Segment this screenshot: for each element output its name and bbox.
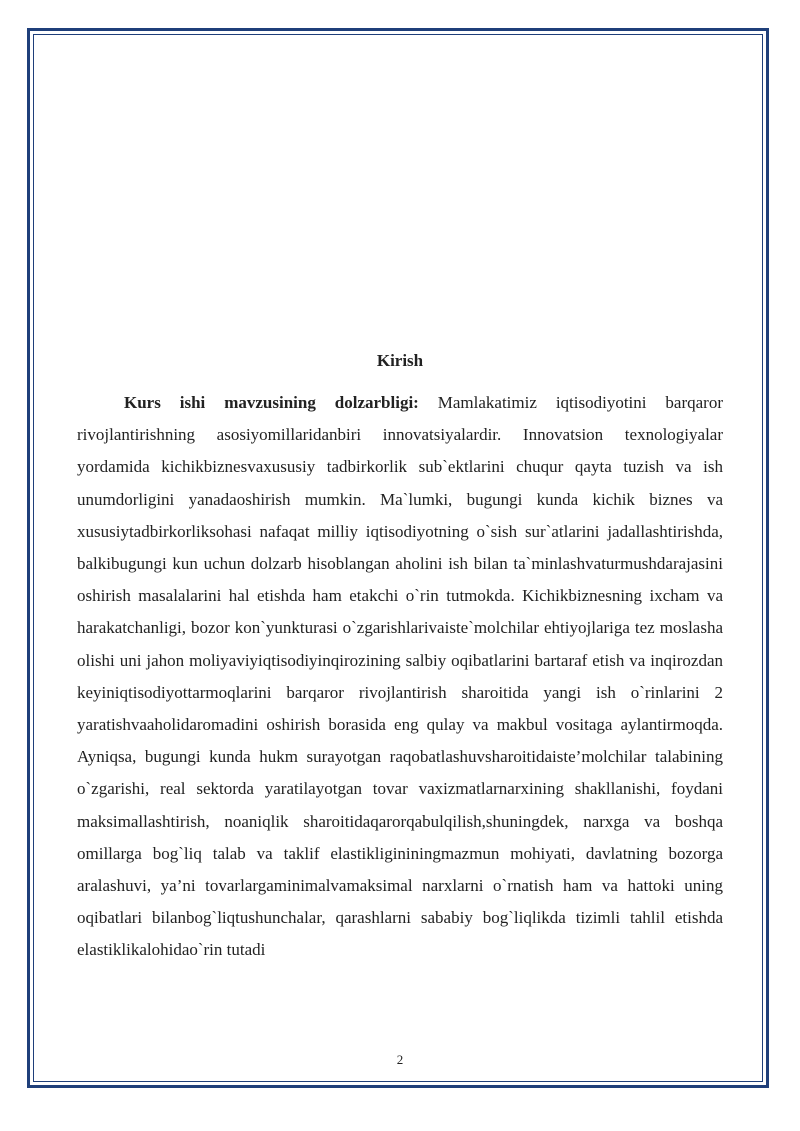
paragraph-lead: Kurs ishi mavzusining dolzarbligi: bbox=[124, 393, 419, 412]
paragraph-body: Mamlakatimiz iqtisodiyotini barqaror rivojlantirishning asosiyomillaridanbiri innovatsiyalardir. Innovatsion texnologiyalar yordamida kichikbiznesvaxususiy tadbirkorlik sub`ektlarini chuqur qayta tuzish va ish unumdorligini yanadaoshirish mumkin. Ma`lumki, bugungi kunda kichik biznes va xususiytadbirkorliksohasi nafaqat milliy iqtisodiyotning o`sish sur`atlarini jadallashtirishda, balkibugungi kun uchun dolzarb hisoblangan aholini ish bilan ta`minlashvaturmushdarajasini oshirish masalalarini hal etishda ham etakchi o`rin tutmokda. Kichikbiznesning ixcham va harakatchanligi, bozor kon`yunkturasi o`zgarishlarivaiste`molchilar ehtiyojlariga tez moslasha olishi uni jahon moliyaviyiqtisodiyinqirozining salbiy oqibatlarini bartaraf etish va inqirozdan keyiniqtisodiyottarmoqlarini barqaror rivojlantirish sharoitida yangi ish o`rinlarini 2 yaratishvaaholidaromadini oshirish borasida eng qulay va makbul vositaga aylantirmoqda. Ayniqsa, bugungi kunda hukm surayotgan raqobatlashuvsharoitidaiste’molchilar talabining o`zgarishi, real sektorda yaratilayotgan tovar vaxizmatlarnarxining shakllanishi, foydani maksimallashtirish, noaniqlik sharoitidaqarorqabulqilish,shuningdek, narxga va boshqa omillarga bog`liq talab va taklif elastikligininingmazmun mohiyati, davlatning bozorga aralashuvi, ya’ni tovarlargaminimalvamaksimal narxlarni o`rnatish ham va hattoki uning oqibatlari bilanbog`liqtushunchalar, qarashlarni sababiy bog`liqlikda tizimli tahlil etishda elastiklikalohidao`rin tutadi bbox=[77, 393, 723, 960]
section-heading: Kirish bbox=[376, 351, 424, 370]
intro-paragraph bbox=[77, 387, 723, 967]
page-number: 2 bbox=[396, 1052, 404, 1067]
